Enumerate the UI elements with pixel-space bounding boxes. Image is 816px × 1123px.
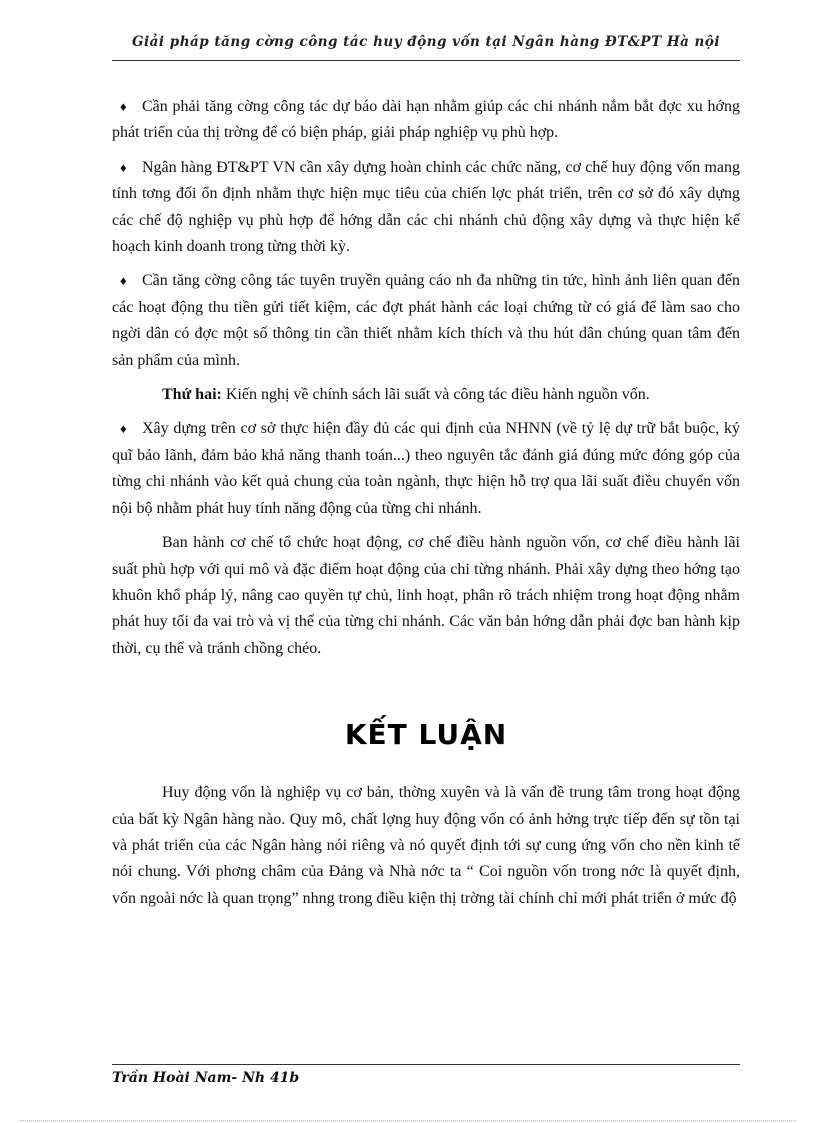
footer-rule	[112, 1064, 740, 1065]
bullet-text-1: Cần phải tăng cờng công tác dự báo dài hạn nhằm giúp các chi nhánh nắm bắt đợc xu hớng phát triển của thị trờng để có biện pháp, giải pháp nghiệp vụ phù hợp.	[112, 98, 740, 142]
bullet-text-3: Cần tăng cờng công tác tuyên truyền quảng cáo nh đa những tin tức, hình ảnh liên quan đến các hoạt động thu tiền gửi tiết kiệm, các đợt phát hành các loại chứng từ có giá để làm sao cho ngời dân có đợc một số thông tin cần thiết nhằm kích thích và thu hút dân chúng quan tâm đến sản phẩm của mình.	[112, 272, 740, 369]
diamond-bullet-icon: ♦	[120, 273, 127, 289]
page-footer: Trần Hoài Nam- Nh 41b	[112, 1070, 300, 1086]
bullet-text-2: Ngân hàng ĐT&PT VN cần xây dựng hoàn chỉnh các chức năng, cơ chế huy động vốn mang tính tơng đối ổn định nhằm thực hiện mục tiêu của chiến lợc phát triển, trên cơ sở đó xây dựng các chế độ nghiệp vụ phù hợp để hớng dẫn các chi nhánh chủ động xây dựng và thực hiện kế hoạch kinh doanh trong từng thời kỳ.	[112, 158, 740, 256]
conclusion-paragraph: Huy động vốn là nghiệp vụ cơ bản, thờng xuyên và là vấn đề trung tâm trong hoạt động của bất kỳ Ngân hàng nào. Quy mô, chất lợng huy động vốn có ảnh hởng trực tiếp đến sự tồn tại và phát triển của các Ngân hàng nói riêng và nó quyết định tới sự cung ứng vốn cho nền kinh tế nói chung. Với phơng châm của Đảng và Nhà nớc ta “ Coi nguồn vốn trong nớc là quyết định, vốn ngoài nớc là quan trọng” nhng trong điều kiện thị trờng tài chính chỉ mới phát triển ở mức độ	[112, 784, 740, 907]
bullet-paragraph-2	[112, 155, 740, 261]
diamond-bullet-icon: ♦	[120, 421, 127, 437]
policy-paragraph: Ban hành cơ chế tổ chức hoạt động, cơ chế điều hành nguồn vốn, cơ chế điều hành lãi suất phù hợp với qui mô và đặc điểm hoạt động của chi từng nhánh. Phải xây dựng theo hớng tạo khuôn khổ pháp lý, nâng cao quyền tự chủ, linh hoạt, phân rõ trách nhiệm trong hoạt động nhằm phát huy tối đa vai trò và vị thế của từng chi nhánh. Các văn bản hớng dẫn phải đợc ban hành kịp thời, cụ thể và tránh chồng chéo.	[112, 534, 740, 657]
diamond-bullet-icon: ♦	[120, 99, 127, 114]
page-header: Giải pháp tăng cờng công tác huy động vốn tại Ngân hàng ĐT&PT Hà nội	[132, 34, 720, 50]
section-label: Thứ hai:	[162, 386, 222, 404]
bullet-paragraph-3	[112, 268, 740, 374]
conclusion-title: KẾT LUẬN	[344, 718, 508, 752]
bullet-paragraph-4	[112, 416, 740, 522]
bullet-text-4: Xây dựng trên cơ sở thực hiện đầy đủ các qui định của NHNN (về tỷ lệ dự trữ bắt buộc, ký quĩ bảo lãnh, đảm bảo khả năng thanh toán...) theo nguyên tắc đánh giá đúng mức đóng góp của từng chi nhánh vào kết quả chung của toàn ngành, thực hiện hỗ trợ qua lãi suất điều chuyển vốn nội bộ nhằm phát huy tính năng động của từng chi nhánh.	[112, 420, 740, 517]
bullet-paragraph-1	[112, 94, 740, 147]
section-heading-paragraph	[112, 382, 740, 408]
page-body	[112, 94, 740, 920]
diamond-bullet-icon: ♦	[120, 159, 127, 175]
section-text: Kiến nghị về chính sách lãi suất và công tác điều hành nguồn vốn.	[221, 386, 650, 404]
header-rule	[112, 60, 740, 61]
page-border-dotted	[20, 1120, 796, 1121]
